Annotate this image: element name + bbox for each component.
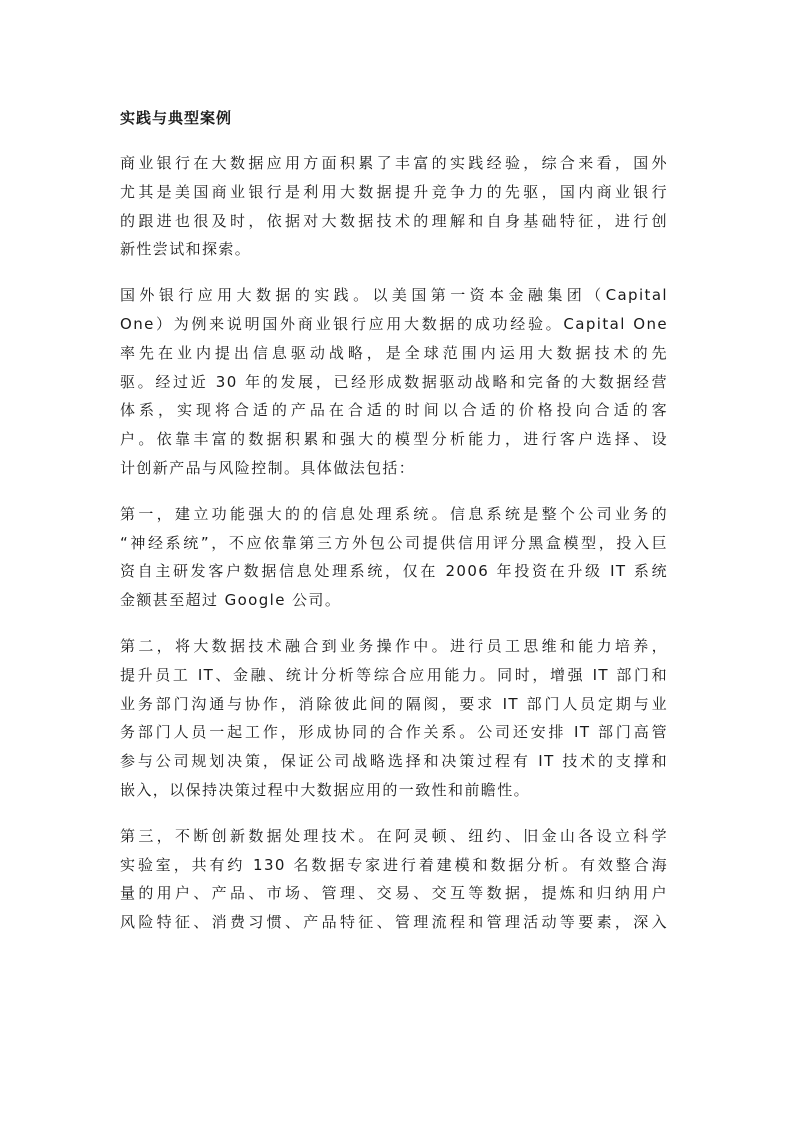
text-line: 金额甚至超过 Google 公司。 bbox=[120, 591, 342, 610]
text-line: 提升员工 IT、金融、统计分析等综合应用能力。同时，增强 IT 部门和 bbox=[120, 665, 668, 684]
text-line: 务部门人员一起工作，形成协同的合作关系。公司还安排 IT 部门高管 bbox=[120, 723, 668, 742]
text-line: 第三，不断创新数据处理技术。在阿灵顿、纽约、旧金山各设立科学 bbox=[120, 826, 668, 845]
paragraph-first-point bbox=[120, 500, 668, 615]
text-line: 资自主研发客户数据信息处理系统，仅在 2006 年投资在升级 IT 系统 bbox=[120, 562, 668, 581]
document-page bbox=[120, 104, 668, 954]
text-line: 计创新产品与风险控制。具体做法包括： bbox=[120, 458, 416, 477]
text-line: 尤其是美国商业银行是利用大数据提升竞争力的先驱，国内商业银行 bbox=[120, 182, 668, 201]
text-line: One）为例来说明国外商业银行应用大数据的成功经验。Capital One bbox=[120, 314, 668, 333]
text-line: 商业银行在大数据应用方面积累了丰富的实践经验，综合来看，国外 bbox=[120, 154, 668, 172]
text-line: 第二，将大数据技术融合到业务操作中。进行员工思维和能力培养， bbox=[120, 636, 668, 655]
text-line: 率先在业内提出信息驱动战略，是全球范围内运用大数据技术的先 bbox=[120, 343, 668, 362]
paragraph-capital-one bbox=[120, 281, 668, 483]
text-line: 体系，实现将合适的产品在合适的时间以合适的价格投向合适的客 bbox=[120, 401, 668, 420]
text-line: 嵌入，以保持决策过程中大数据应用的一致性和前瞻性。 bbox=[120, 780, 531, 799]
text-line: 实验室，共有约 130 名数据专家进行着建模和数据分析。有效整合海 bbox=[120, 855, 668, 874]
text-line: 量的用户、产品、市场、管理、交易、交互等数据，提炼和归纳用户 bbox=[120, 884, 668, 903]
text-line: 风险特征、消费习惯、产品特征、管理流程和管理活动等要素，深入 bbox=[120, 913, 668, 932]
text-line: 户。依靠丰富的数据积累和强大的模型分析能力，进行客户选择、设 bbox=[120, 430, 668, 449]
section-heading: 实践与典型案例 bbox=[120, 109, 233, 127]
text-line: 的跟进也很及时，依据对大数据技术的理解和自身基础特征，进行创 bbox=[120, 211, 668, 230]
text-line: 第一，建立功能强大的的信息处理系统。信息系统是整个公司业务的 bbox=[120, 504, 668, 523]
paragraph-overview bbox=[120, 149, 668, 264]
text-line: 参与公司规划决策，保证公司战略选择和决策过程有 IT 技术的支撑和 bbox=[120, 752, 668, 771]
text-line: 业务部门沟通与协作，消除彼此间的隔阂，要求 IT 部门人员定期与业 bbox=[120, 694, 668, 713]
text-line: “神经系统”，不应依靠第三方外包公司提供信用评分黑盒模型，投入巨 bbox=[120, 533, 668, 552]
text-line: 驱。经过近 30 年的发展，已经形成数据驱动战略和完备的大数据经营 bbox=[120, 372, 668, 391]
text-line: 新性尝试和探索。 bbox=[120, 240, 252, 259]
text-line: 国外银行应用大数据的实践。以美国第一资本金融集团（Capital bbox=[120, 286, 668, 305]
paragraph-second-point bbox=[120, 632, 668, 805]
paragraph-third-point bbox=[120, 822, 668, 937]
